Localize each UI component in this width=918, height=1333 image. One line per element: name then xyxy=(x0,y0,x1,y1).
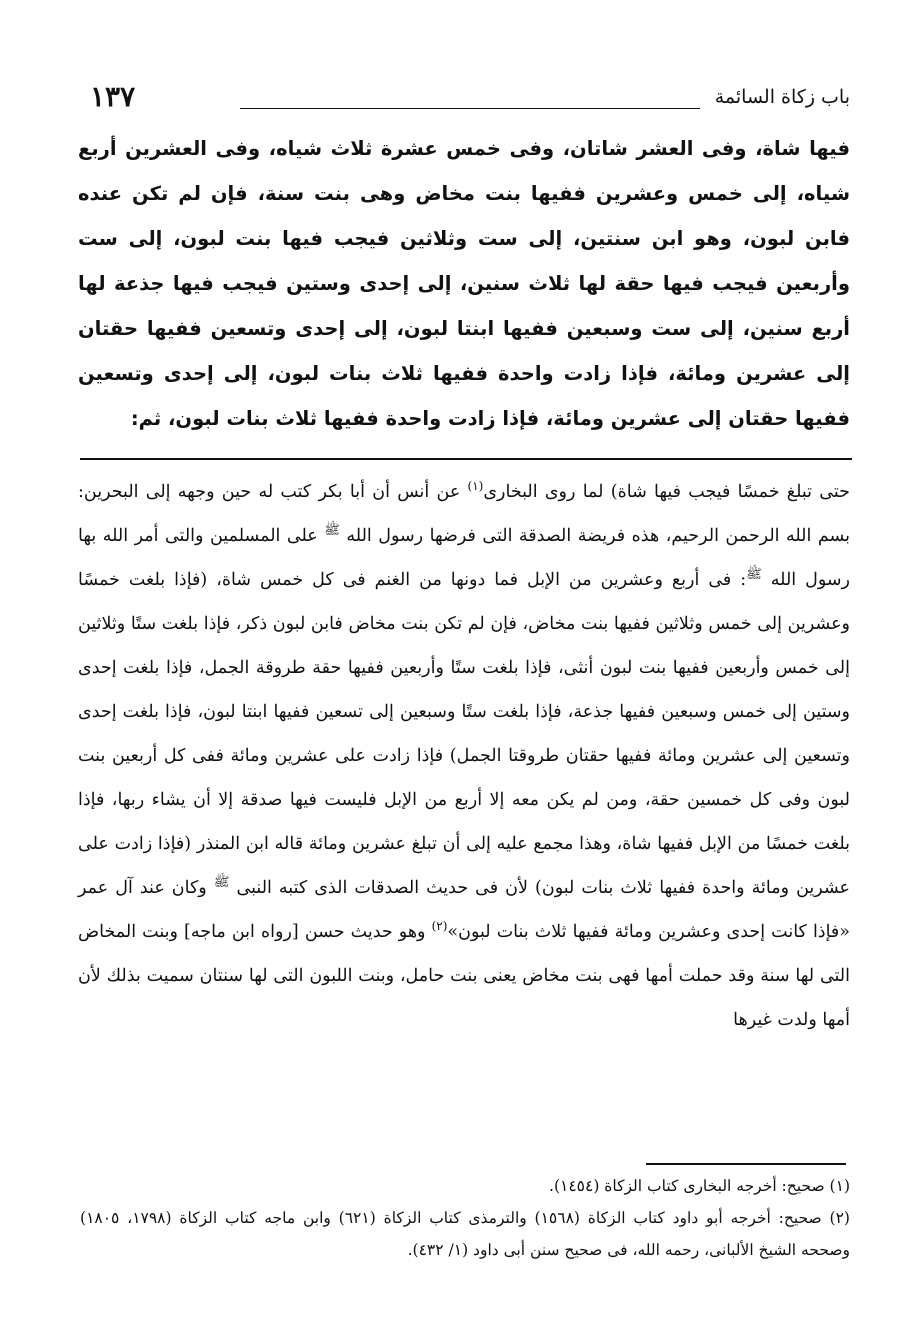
commentary-part-5: وكان عند آل عمر «فإذا كانت إحدى وعشرين ومائة ففيها ثلاث بنات لبون» xyxy=(78,878,850,942)
salutation-glyph: ﷺ xyxy=(324,523,340,539)
commentary-part-4: : فى أربع وعشرين من الإبل فما دونها من الغنم فى كل خمس شاة، (فإذا بلغت خمسًا وعشرين إلى خمس وثلاثين ففيها بنت مخاض، فإن لم تكن بنت مخاض فابن لبون ذكر، فإذا بلغت ستًا وثلاثين إلى خمس وأربعين ففيها بنت لبون أنثى، فإذا بلغت ستًا وأربعين ففيها حقة طروقة الجمل، فإذا بلغت إحدى وستين إلى خمس وسبعين ففيها جذعة، فإذا بلغت ستًا وسبعين إلى تسعين ففيها ابنتا لبون، فإذا بلغت إحدى وتسعين إلى عشرين ومائة ففيها حقتان طروقتا الجمل) فإذا زادت على عشرين ومائة ففى كل أربعين بنت لبون وفى كل خمسين حقة، ومن لم يكن معه إلا أربع من الإبل فليست فيها صدقة إلا أن يشاء ربها، فإذا بلغت خمسًا من الإبل ففيها شاة، وهذا مجمع عليه إلى أن تبلغ عشرين ومائة قاله ابن المنذر (فإذا زادت على عشرين ومائة واحدة ففيها ثلاث بنات لبون) لأن فى حديث الصدقات الذى كتبه النبى xyxy=(78,570,850,898)
footnote-1: (١) صحيح: أخرجه البخارى كتاب الزكاة (١٤٥٤). xyxy=(549,1177,850,1195)
commentary-part-2: عن أنس أن أبا بكر كتب له حين وجهه إلى البحرين: بسم الله الرحمن الرحيم، هذه فريضة الصدقة التى فرضها رسول الله xyxy=(78,482,850,546)
chapter-title: باب زكاة السائمة xyxy=(714,86,850,108)
matn-paragraph: فيها شاة، وفى العشر شاتان، وفى خمس عشرة ثلاث شياه، وفى العشرين أربع شياه، إلى خمس وعشرين ففيها بنت مخاض وهى بنت سنة، فإن لم تكن عنده فابن لبون، وهو ابن سنتين، إلى ست وثلاثين فيجب فيها بنت لبون، إلى ست وأربعين فيجب فيها حقة لها ثلاث سنين، إلى إحدى وستين فيجب فيها جذعة لها أربع سنين، إلى ست وسبعين ففيها ابنتا لبون، إلى إحدى وتسعين ففيها حقتان إلى عشرين ومائة، فإذا زادت واحدة ففيها ثلاث بنات لبون، إلى إحدى وتسعين ففيها حقتان إلى عشرين ومائة، فإذا زادت واحدة ففيها ثلاث بنات لبون، ثم: xyxy=(78,137,850,430)
commentary-text-block xyxy=(78,470,850,1042)
salutation-glyph: ﷺ xyxy=(213,875,230,891)
footnote-ref-2: (٢) xyxy=(431,919,448,934)
footnote-2: (٢) صحيح: أخرجه أبو داود كتاب الزكاة (١٥٦٨) والترمذى كتاب الزكاة (٦٢١) وابن ماجه كتاب الزكاة (١٧٩٨، ١٨٠٥) وصححه الشيخ الألبانى، رحمه الله، فى صحيح سنن أبى داود (١/ ٤٣٢). xyxy=(80,1209,850,1259)
commentary-part-1: حتى تبلغ خمسًا فيجب فيها شاة) لما روى البخارى xyxy=(483,482,850,502)
running-header xyxy=(90,80,850,124)
matn-text-block xyxy=(78,126,850,441)
header-rule xyxy=(240,108,700,109)
salutation-glyph: ﷺ xyxy=(746,567,762,583)
footnote-rule xyxy=(646,1163,846,1165)
footnotes-block xyxy=(80,1170,850,1266)
commentary-part-6: وهو حديث حسن [رواه ابن ماجه] وبنت المخاض التى لها سنة وقد حملت أمها فهى بنت مخاض يعنى بنت حامل، وبنت اللبون التى لها سنتان سميت بذلك لأن أمها ولدت غيرها xyxy=(78,922,850,1030)
matn-separator-rule xyxy=(80,458,852,460)
footnote-ref-1: (١) xyxy=(467,479,484,494)
commentary-paragraph xyxy=(78,470,850,1042)
page-number: ١٣٧ xyxy=(90,80,136,113)
commentary-part-3: على المسلمين والتى أمر الله بها رسول الله xyxy=(78,526,850,590)
